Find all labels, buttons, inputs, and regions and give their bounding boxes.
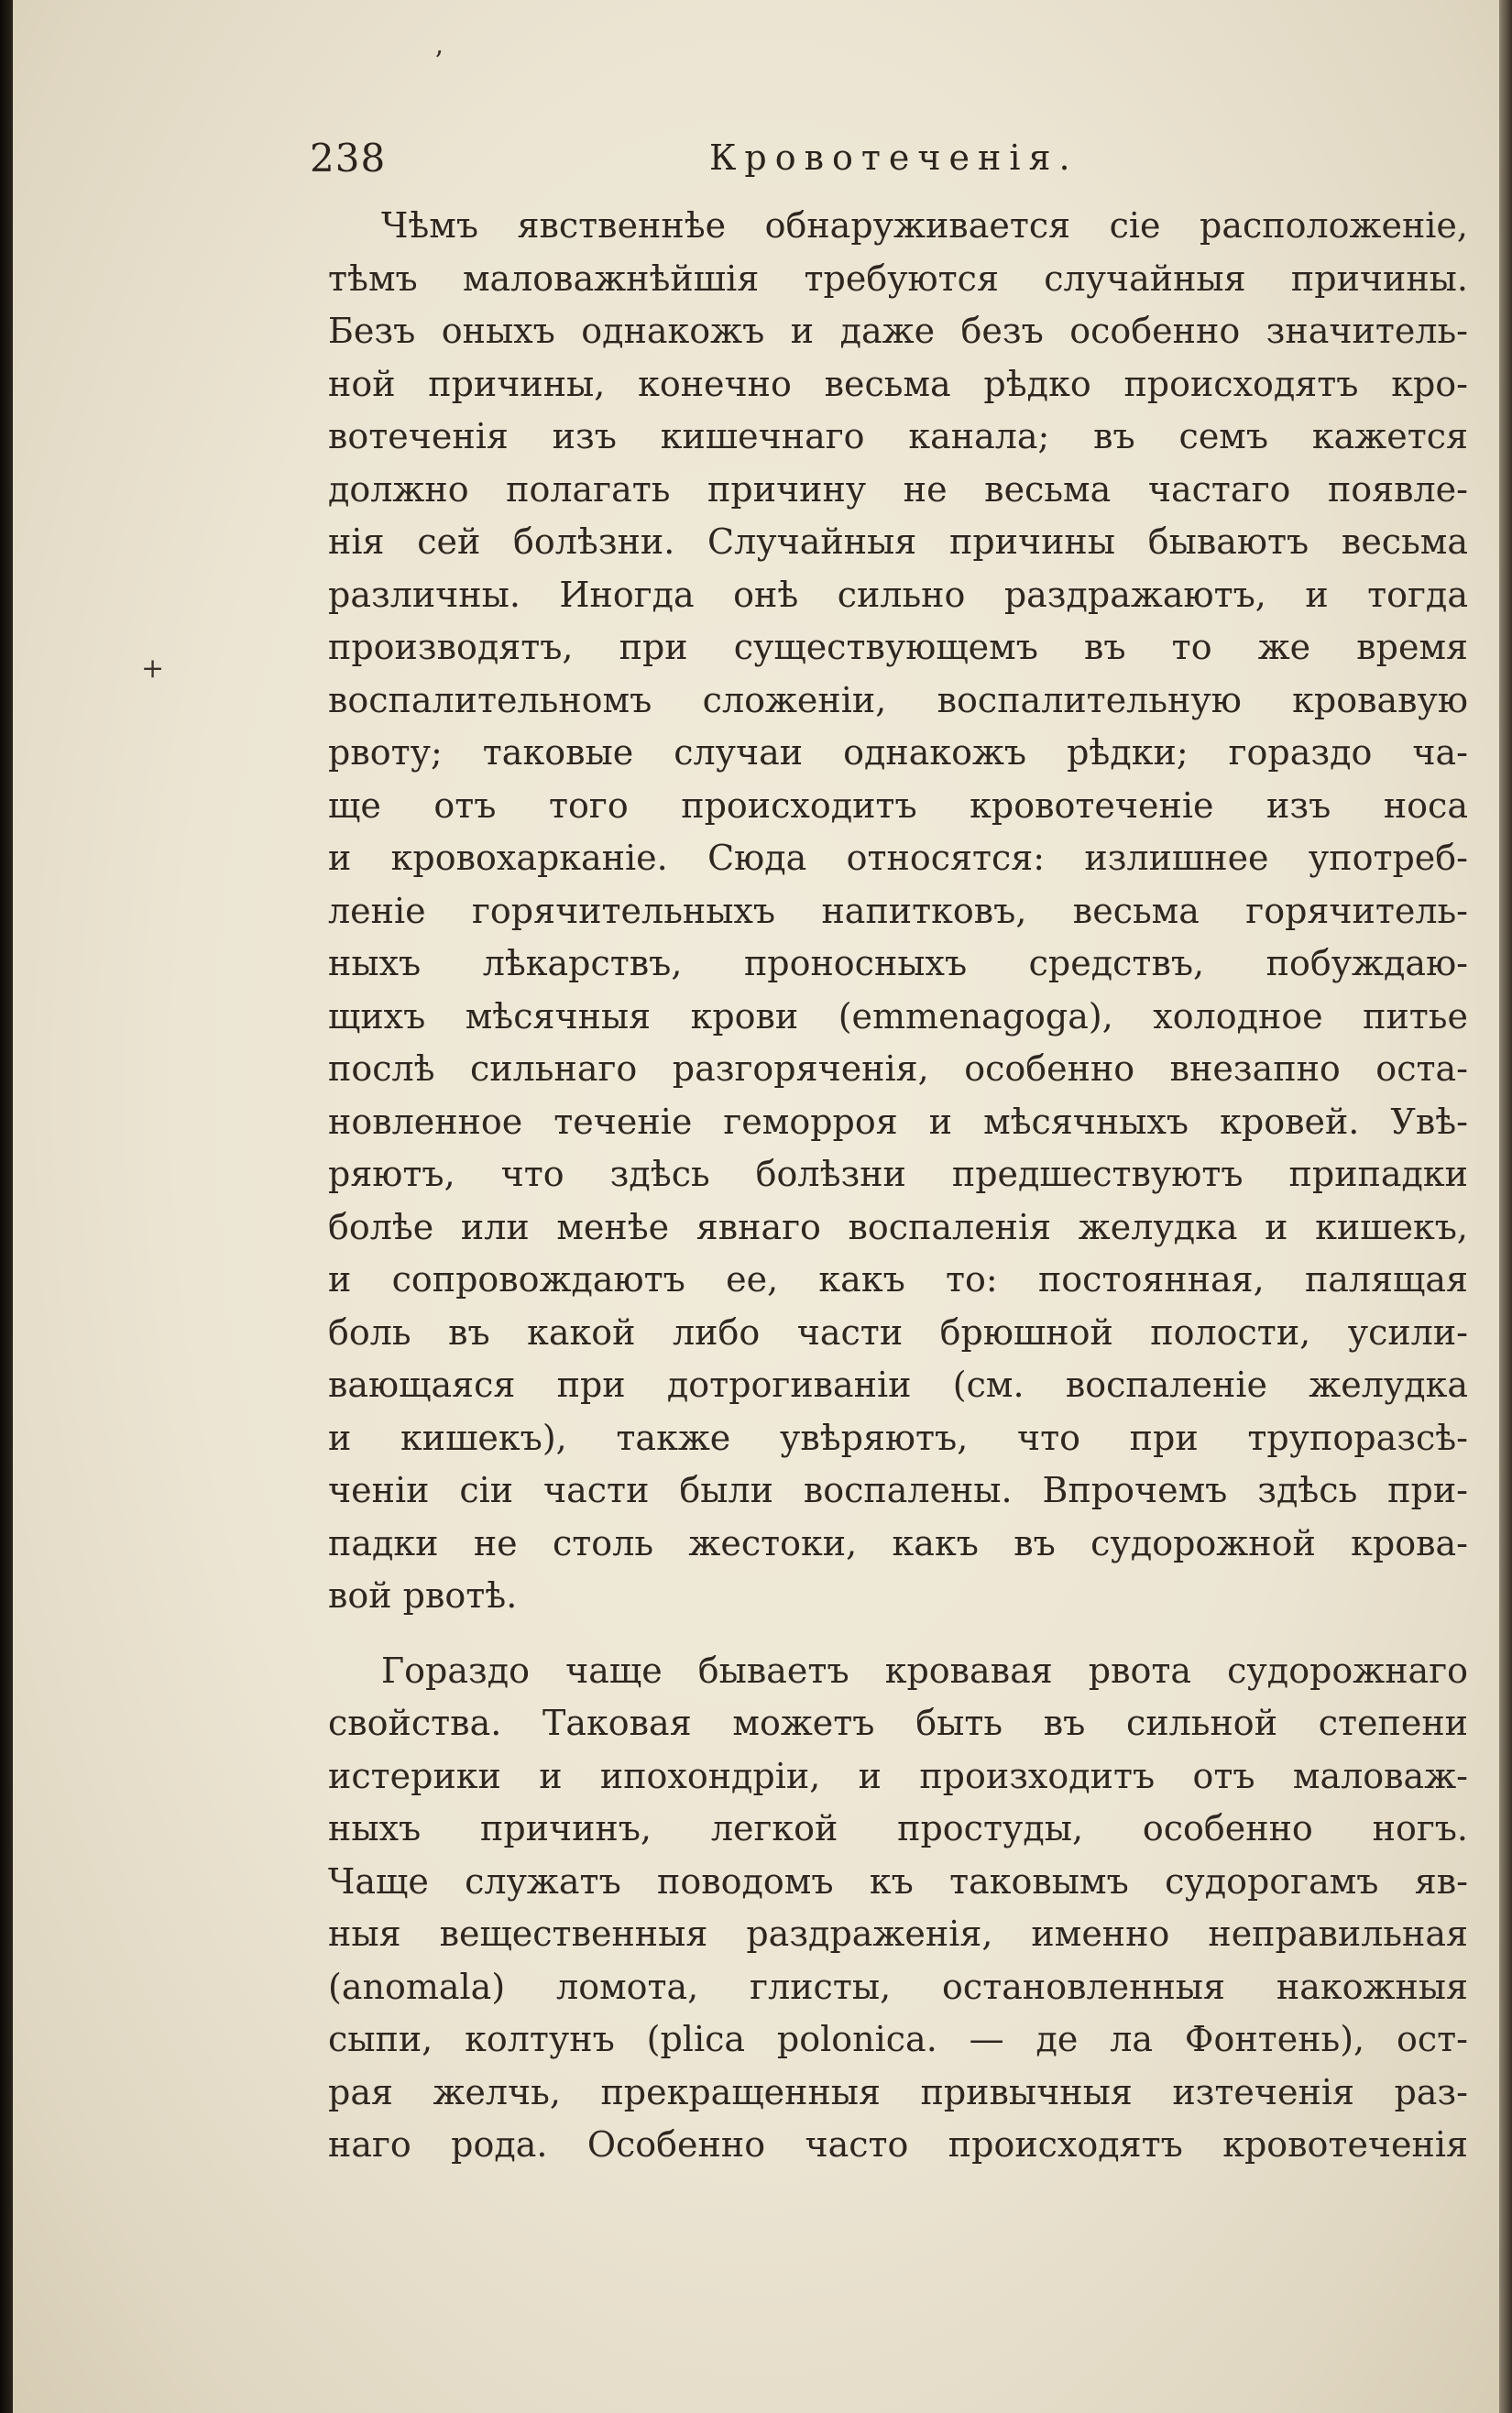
text-line: боль въ какой либо части брюшной полости, усили- bbox=[328, 1311, 1468, 1353]
text-line: Безъ оныхъ однакожъ и даже безъ особенно значитель- bbox=[328, 311, 1468, 351]
book-page bbox=[13, 0, 1499, 2413]
text-line: тѣмъ маловажнѣйшія требуются случайныя причины. bbox=[328, 258, 1468, 299]
text-line: падки не столь жестоки, какъ въ судорожной крова- bbox=[328, 1522, 1468, 1563]
scan-left-edge bbox=[0, 0, 13, 2413]
text-line: и кишекъ), также увѣряютъ, что при трупоразсѣ- bbox=[328, 1417, 1468, 1458]
text-line: производятъ, при существующемъ въ то же время bbox=[328, 627, 1468, 667]
text-line: сыпи, колтунъ (plica polonica. — де ла Фонтень), ост- bbox=[328, 2019, 1468, 2059]
text-line: ряютъ, что здѣсь болѣзни предшествуютъ припадки bbox=[328, 1154, 1468, 1194]
text-line: вотеченія изъ кишечнаго канала; въ семъ кажется bbox=[328, 416, 1468, 456]
text-line: Чаще служатъ поводомъ къ таковымъ судорогамъ яв- bbox=[328, 1860, 1468, 1902]
margin-mark: ’ bbox=[434, 46, 444, 78]
text-line: должно полагать причину не весьма частаго появле- bbox=[328, 468, 1468, 510]
paragraph bbox=[328, 1645, 1468, 2172]
text-line: свойства. Таковая можетъ быть въ сильной степени bbox=[328, 1703, 1468, 1743]
page-number: 238 bbox=[310, 136, 387, 181]
text-line: ныхъ причинъ, легкой простуды, особенно ногъ. bbox=[328, 1808, 1468, 1848]
paragraph bbox=[328, 200, 1468, 1623]
margin-mark: + bbox=[141, 653, 165, 685]
text-line: щихъ мѣсячныя крови (emmenagoga), холодное питье bbox=[328, 995, 1468, 1036]
text-line: Гораздо чаще бываетъ кровавая рвота судорожнаго bbox=[381, 1650, 1468, 1691]
scan-right-edge bbox=[1499, 0, 1512, 2413]
text-line: и кровохарканіе. Сюда относятся: излишнее употреб- bbox=[328, 838, 1468, 878]
body-text bbox=[328, 200, 1468, 2172]
text-line: ныя вещественныя раздраженія, именно неправильная bbox=[328, 1914, 1468, 1954]
text-line: леніе горячительныхъ напитковъ, весьма горячитель- bbox=[328, 890, 1468, 931]
text-line: наго рода. Особенно часто происходятъ кровотеченія bbox=[328, 2124, 1468, 2165]
text-line: нія сей болѣзни. Случайныя причины бываютъ весьма bbox=[328, 521, 1468, 562]
text-line: (anomala) ломота, глисты, остановленныя накожныя bbox=[328, 1966, 1468, 2007]
text-line: новленное теченіе геморроя и мѣсячныхъ кровей. Увѣ- bbox=[328, 1101, 1468, 1142]
page-header bbox=[310, 136, 1474, 191]
text-line: рая желчь, прекращенныя привычныя изтеченія раз- bbox=[328, 2071, 1468, 2112]
text-line: Чѣмъ явственнѣе обнаруживается сіе расположеніе, bbox=[381, 205, 1468, 246]
text-line: воспалительномъ сложеніи, воспалительную кровавую bbox=[328, 679, 1468, 720]
text-line: вой рвотѣ. bbox=[328, 1575, 518, 1616]
text-line: ще отъ того происходитъ кровотеченіе изъ носа bbox=[328, 784, 1468, 826]
running-title: Кровотеченія. bbox=[709, 137, 1079, 178]
text-line: вающаяся при дотрогиваніи (см. воспаленіе желудка bbox=[328, 1365, 1468, 1405]
text-line: послѣ сильнаго разгоряченія, особенно внезапно оста- bbox=[328, 1048, 1468, 1089]
text-line: ныхъ лѣкарствъ, проносныхъ средствъ, побуждаю- bbox=[328, 943, 1468, 983]
text-line: ной причины, конечно весьма рѣдко происходятъ кро- bbox=[328, 363, 1468, 404]
text-line: и сопровождаютъ ее, какъ то: постоянная, палящая bbox=[328, 1259, 1468, 1300]
text-line: болѣе или менѣе явнаго воспаленія желудка и кишекъ, bbox=[328, 1206, 1468, 1247]
text-line: ченіи сіи части были воспалены. Впрочемъ здѣсь при- bbox=[328, 1470, 1468, 1510]
text-line: истерики и ипохондріи, и произходитъ отъ маловаж- bbox=[328, 1755, 1468, 1796]
paragraph-gap bbox=[328, 1623, 1468, 1645]
text-line: различны. Иногда онѣ сильно раздражаютъ, и тогда bbox=[328, 574, 1468, 615]
text-line: рвоту; таковые случаи однакожъ рѣдки; гораздо ча- bbox=[328, 732, 1468, 773]
